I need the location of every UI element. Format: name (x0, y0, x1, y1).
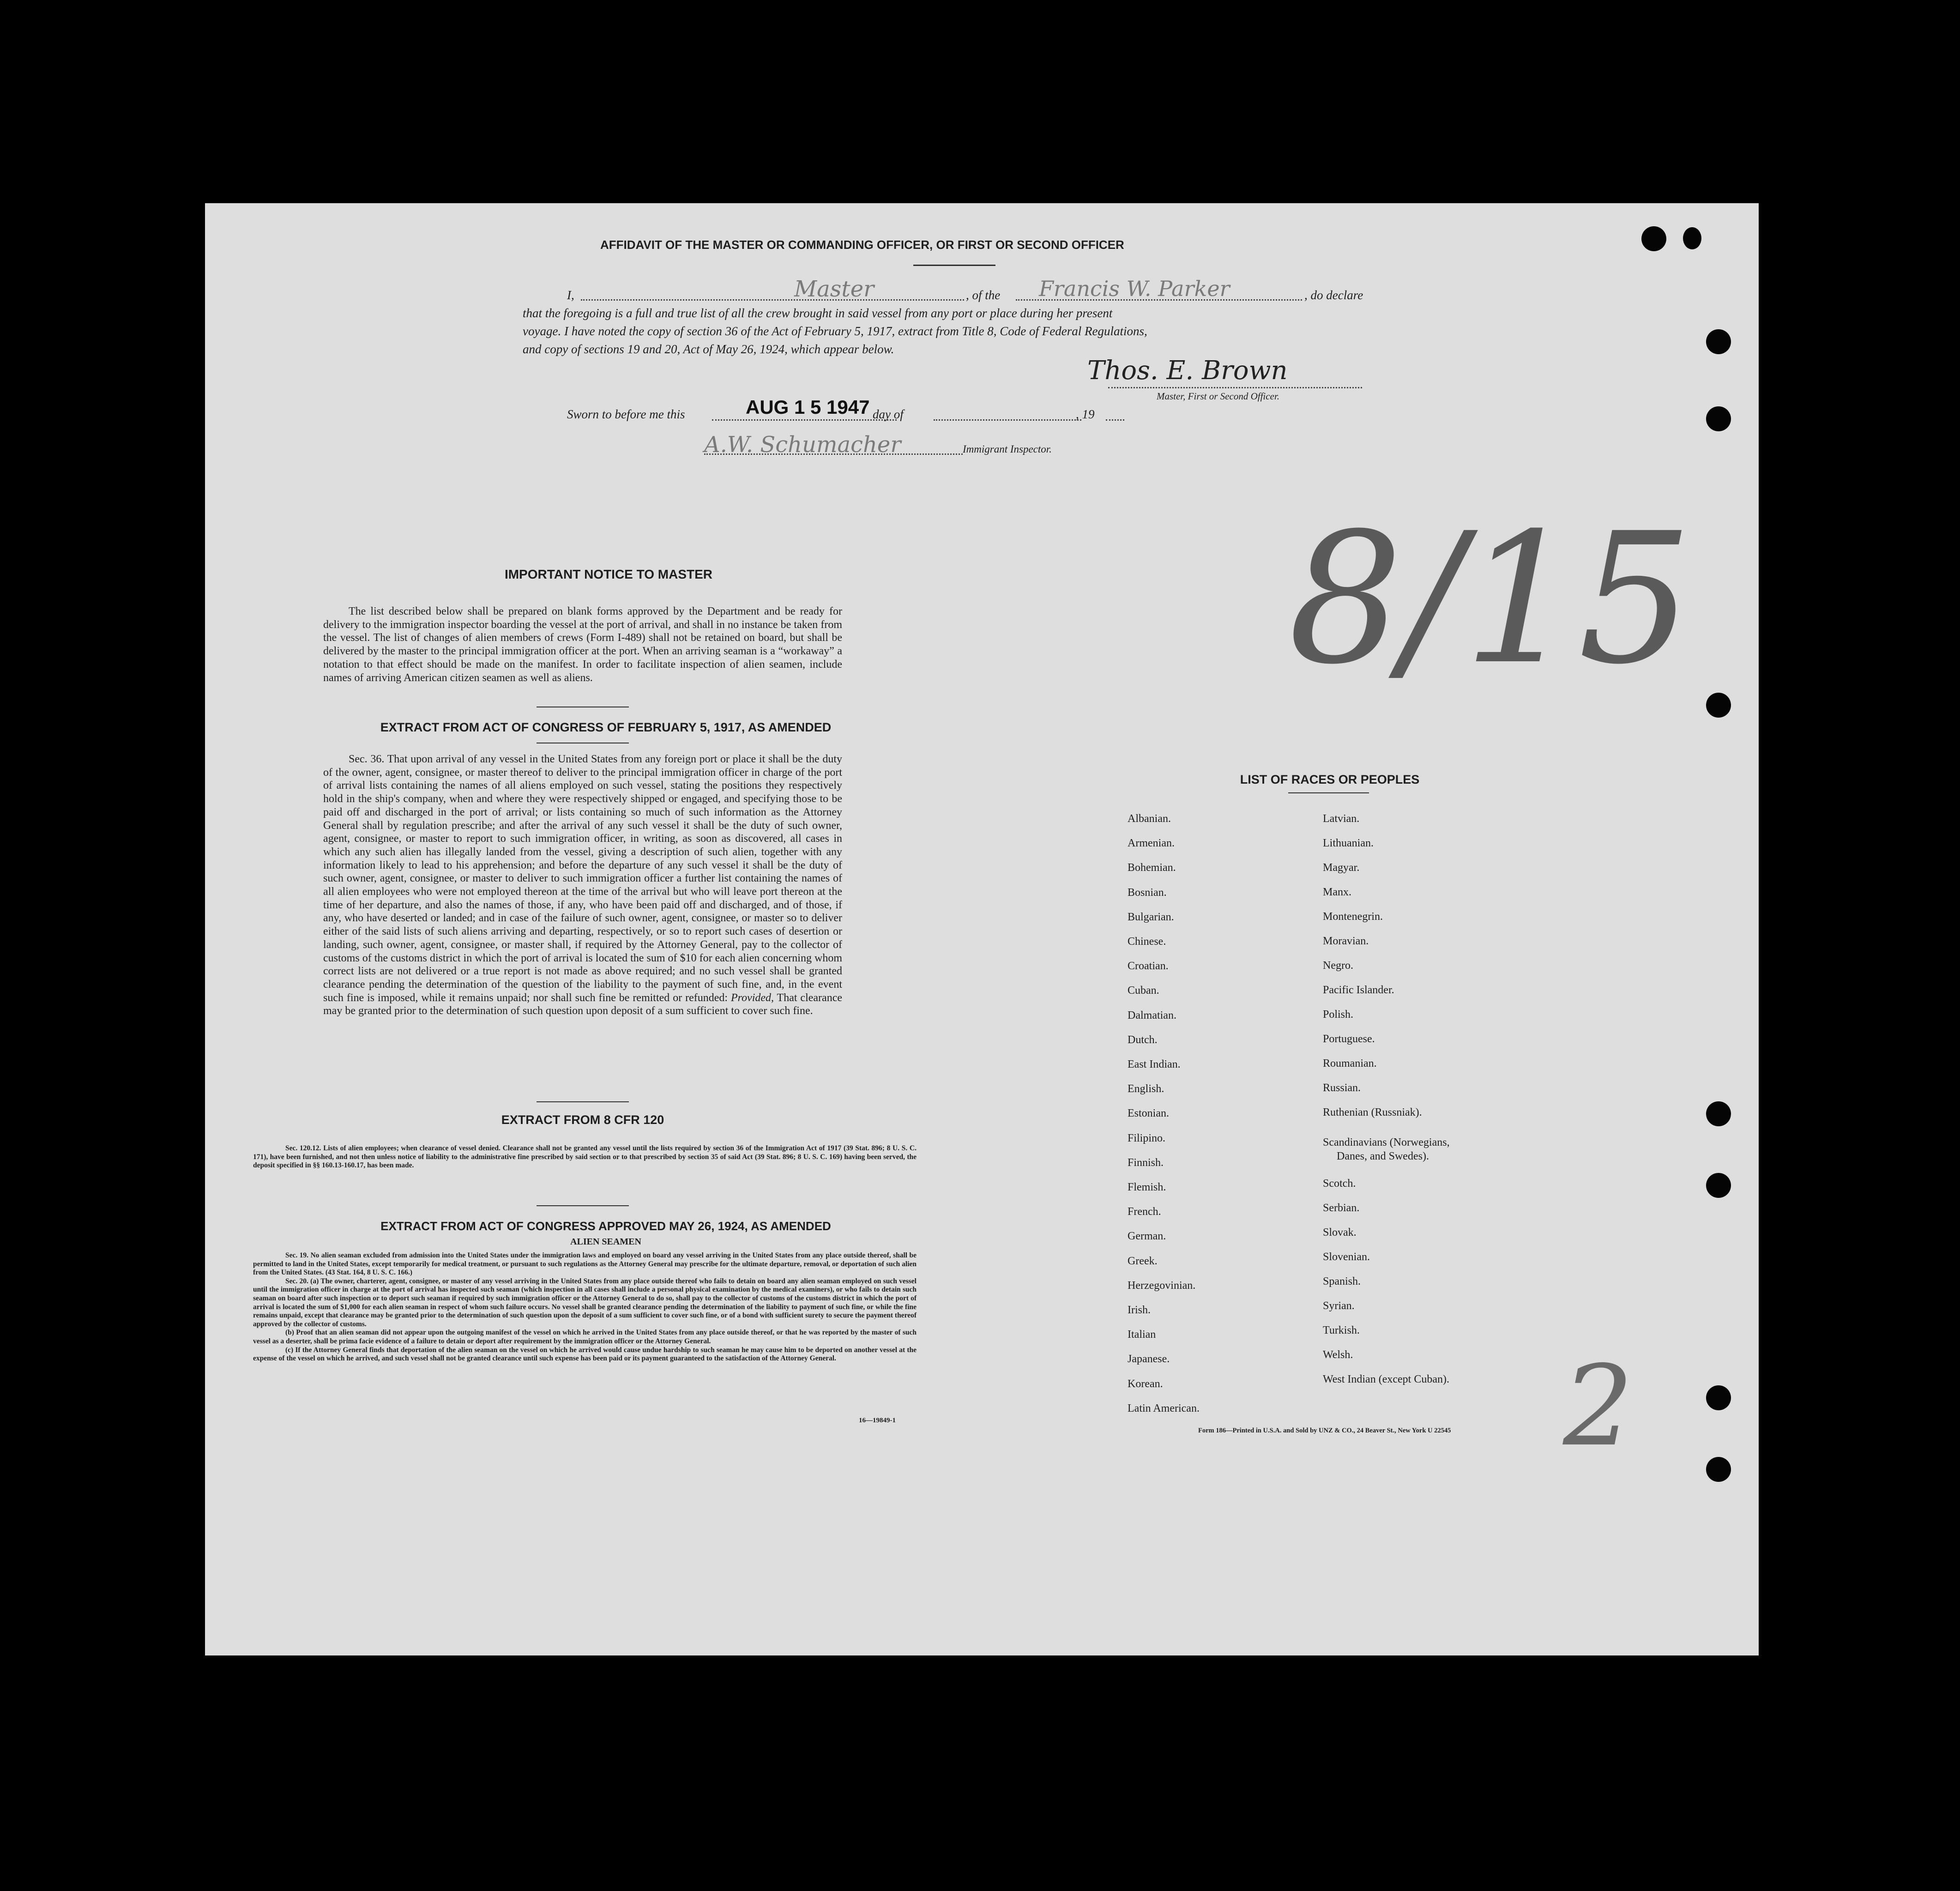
race-item: Chinese. (1128, 936, 1166, 948)
race-item: Russian. (1323, 1082, 1361, 1094)
race-item: Scandinavians (Norwegians, (1323, 1136, 1450, 1148)
extract-1924-body (253, 1251, 917, 1363)
form-code: 16—19849-1 (859, 1417, 896, 1424)
race-item: Turkish. (1323, 1324, 1360, 1336)
race-item: Estonian. (1128, 1107, 1169, 1120)
form-footer: Form 186—Printed in U.S.A. and Sold by UNZ & CO., 24 Beaver St., New York U 22545 (1198, 1427, 1451, 1434)
extract-cfr-text: Sec. 120.12. Lists of alien employees; when clearance of vessel denied. Clearance shall not be granted any vessel until the lists required by section 36 of the Immigration Act of 1917 (39 Stat. 896; 8 U. S. C. 171), have been furnished, and not then unless notice of liability to the administrative fine prescribed by said section or to that prescribed by section 35 of said Act (39 Stat. 896; 8 U. S. C. 169) having been served, the deposit specified in §§ 160.13-160.17, has been made. (253, 1144, 917, 1170)
race-item: Latin American. (1128, 1402, 1200, 1414)
race-item: Bosnian. (1128, 886, 1167, 899)
dotted-line (704, 453, 963, 455)
date-mark-handwriting: 8/15 (1288, 494, 1693, 704)
date-stamp: AUG 1 5 1947 (746, 396, 870, 418)
race-item: Greek. (1128, 1255, 1158, 1267)
race-item: Negro. (1323, 960, 1353, 972)
race-item: Scotch. (1323, 1178, 1356, 1190)
divider (537, 1205, 629, 1206)
race-item: Japanese. (1128, 1353, 1170, 1365)
race-item: Finnish. (1128, 1156, 1164, 1169)
race-item: Croatian. (1128, 960, 1169, 973)
extract-1917-text (323, 753, 842, 1018)
inspector-signature: A.W. Schumacher (704, 432, 901, 458)
section-body-end: That clearance may be granted prior to the determination of such question upon deposit of a sum sufficient to cover such fine. (323, 991, 842, 1017)
race-item: Slovenian. (1323, 1251, 1370, 1263)
extract-1917-title: EXTRACT FROM ACT OF CONGRESS OF FEBRUARY 5, 1917, AS AMENDED (380, 720, 832, 734)
extract-1924-subtitle: ALIEN SEAMEN (570, 1237, 641, 1247)
signature-caption: Master, First or Second Officer. (1157, 391, 1279, 402)
races-title: LIST OF RACES OR PEOPLES (1240, 773, 1420, 786)
race-item: Bulgarian. (1128, 911, 1174, 923)
race-item: Albanian. (1128, 813, 1171, 825)
punch-hole (1706, 1101, 1731, 1126)
race-item: Manx. (1323, 886, 1351, 898)
race-item: Serbian. (1323, 1202, 1360, 1214)
race-item: Ruthenian (Russniak). (1323, 1106, 1422, 1118)
inspector-caption: Immigrant Inspector. (963, 443, 1052, 455)
race-item: Moravian. (1323, 935, 1369, 947)
affidavit-do-declare: , do declare (1304, 288, 1363, 302)
race-item: Danes, and Swedes). (1337, 1150, 1429, 1162)
dotted-line (712, 419, 897, 421)
race-item: West Indian (except Cuban). (1323, 1373, 1449, 1385)
race-item: Bohemian. (1128, 862, 1176, 874)
race-item: Dalmatian. (1128, 1009, 1176, 1021)
punch-hole (1641, 226, 1666, 251)
race-item: Flemish. (1128, 1181, 1166, 1193)
race-item: East Indian. (1128, 1058, 1181, 1070)
race-item: Filipino. (1128, 1132, 1166, 1144)
section-19: Sec. 19. No alien seaman excluded from admission into the United States under the immigration laws and employed on board any vessel arriving in the United States from any place outside thereof, shall be permitted to land in the United States, except temporarily for medical treatment, or pursuant to such regulations as the Attorney General may prescribe for the ultimate departure, removal, or deportation of such alien from the United States. (43 Stat. 164, 8 U. S. C. 166.) (253, 1251, 917, 1277)
race-item: Portuguese. (1323, 1033, 1375, 1045)
punch-hole (1706, 329, 1731, 354)
year-label: , 19 (1076, 407, 1095, 421)
provided-term: Provided, (730, 991, 774, 1004)
divider (537, 1101, 629, 1102)
divider (1288, 792, 1369, 793)
race-item: Korean. (1128, 1377, 1163, 1390)
affidavit-line: voyage. I have noted the copy of section 36 of the Act of February 5, 1917, extract from Title 8, Code of Federal Regulations, (523, 324, 1147, 338)
dotted-line (581, 299, 964, 301)
extract-cfr-title: EXTRACT FROM 8 CFR 120 (501, 1113, 664, 1127)
race-item: Roumanian. (1323, 1057, 1377, 1069)
dotted-line (934, 419, 1081, 421)
section-20c: (c) If the Attorney General finds that deportation of the alien seaman on the vessel on which he arrived would cause undue hardship to such seaman he may cause him to be deported on another vessel at the expense of the vessel on which he arrived, and such vessel shall not be granted clearance until such expense has been paid or its payment guaranteed to the satisfaction of the Attorney General. (253, 1346, 917, 1363)
race-item: Lithuanian. (1323, 837, 1374, 849)
section-number: Sec. 36. (349, 753, 385, 765)
race-item: Syrian. (1323, 1300, 1355, 1312)
affidavit-of-the: , of the (966, 288, 1001, 302)
race-item: Pacific Islander. (1323, 984, 1394, 996)
race-item: Herzegovinian. (1128, 1279, 1196, 1292)
punch-hole (1706, 693, 1731, 718)
punch-hole (1706, 1385, 1731, 1410)
race-item: Montenegrin. (1323, 911, 1383, 923)
section-20a: Sec. 20. (a) The owner, charterer, agent, consignee, or master of any vessel arriving in the United States from any place outside thereof who fails to detain on board any alien seaman employed on such vessel until the immigration officer in charge at the port of arrival has inspected such seaman (which inspection in all cases shall include a personal physical examination by the medical examiners), or who fails to detain such seaman on board after such inspection or to deport such seaman if required by such immigration officer or the Attorney General to do so, shall pay to the collector of customs of the customs district in which the port of arrival is located the sum of $1,000 for each alien seaman in respect of whom such failure occurs. No vessel shall be granted clearance pending the determination of the liability to payment of such fine, or while the fine remains unpaid, except that clearance may be granted prior to the determination of such question upon the deposit of a sum sufficient to cover such fine, or of a bond with sufficient surety to secure the payment thereof approved by the collector of customs. (253, 1277, 917, 1328)
dotted-line (1106, 419, 1124, 421)
affidavit-line: and copy of sections 19 and 20, Act of May 26, 1924, which appear below. (523, 342, 894, 356)
page-number-handwriting: 2 (1563, 1341, 1634, 1471)
race-item: Armenian. (1128, 837, 1175, 850)
notice-title: IMPORTANT NOTICE TO MASTER (504, 567, 713, 581)
punch-hole (1706, 1457, 1731, 1482)
punch-hole (1706, 1173, 1731, 1198)
race-item: Spanish. (1323, 1275, 1361, 1287)
dotted-line (1108, 387, 1362, 388)
race-item: English. (1128, 1083, 1164, 1095)
punch-hole (1706, 406, 1731, 431)
race-item: French. (1128, 1206, 1161, 1218)
section-body: That upon arrival of any vessel in the United States from any foreign port or place it shall be the duty of the owner, agent, consignee, or master thereof to deliver to the principal immigration officer in charge of the port of arrival lists containing the names of all aliens employed on such vessel, stating the positions they respectively hold in the ship's company, when and where they were respectively shipped or engaged, and specifying those to be paid off and discharged in the port of arrival; or lists containing so much of such information as the Attorney General shall by regulation prescribe; and after the arrival of any such vessel it shall be the duty of such owner, agent, consignee, or master to report to such immigration officer, in writing, as soon as discovered, all cases in which any such alien has illegally landed from the vessel, giving a description of such alien, together with any information likely to lead to his apprehension; and before the departure of any such vessel it shall be the duty of such owner, agent, consignee, or master to deliver to such immigration officer a further list containing the names of all alien employees who were not employed thereon at the time of the arrival but who will leave port thereon at the time of her departure, and also the names of those, if any, who have been paid off and discharged, and of those, if any, who have deserted or landed; and in case of the failure of such owner, agent, consignee, or master so to deliver either of the said lists of such aliens arriving and departing, respectively, or so to report such cases of desertion or landing, such owner, agent, consignee, or master shall, if required by the Attorney General, pay to the collector of customs of the customs district in which the port of arrival is located the sum of $10 for each alien concerning whom correct lists are not delivered or a true report is not made as above required; and no such vessel shall be granted clearance pending the determination of the question of the liability to the payment of such fine, and, in the event such fine is imposed, while it remains unpaid; nor shall such fine be remitted or refunded: (323, 753, 842, 1004)
race-item: Magyar. (1323, 862, 1360, 874)
race-item: Slovak. (1323, 1226, 1357, 1239)
day-of-label: day of (873, 407, 904, 421)
master-signature: Thos. E. Brown (1087, 356, 1288, 386)
race-item: Welsh. (1323, 1349, 1353, 1361)
race-item: Polish. (1323, 1009, 1354, 1021)
race-item: German. (1128, 1230, 1166, 1243)
race-item: Irish. (1128, 1304, 1151, 1316)
race-item: Italian (1128, 1329, 1156, 1341)
divider (913, 265, 995, 266)
vessel-handwriting: Francis W. Parker (1039, 276, 1230, 301)
affidavit-line: that the foregoing is a full and true list of all the crew brought in said vessel from any port or place during her present (523, 306, 1113, 320)
affidavit-title: AFFIDAVIT OF THE MASTER OR COMMANDING OFFICER, OR FIRST OR SECOND OFFICER (600, 238, 1124, 252)
race-item: Dutch. (1128, 1033, 1158, 1046)
notice-text: The list described below shall be prepared on blank forms approved by the Department and be ready for delivery to the immigration inspector boarding the vessel at the port of arrival, and shall in no instance be taken from the vessel. The list of changes of alien members of crews (Form I-489) shall not be retained on board, but shall be delivered by the master to the principal immigration officer at the port. When an arriving seaman is a “workaway” a notation to that effect should be made on the manifest. In order to facilitate inspection of alien seamen, include names of arriving American citizen seamen as well as aliens. (323, 605, 842, 684)
race-item: Cuban. (1128, 985, 1159, 997)
sworn-label: Sworn to before me this (567, 407, 685, 421)
affidavit-i: I, (567, 288, 574, 302)
punch-hole (1683, 227, 1701, 249)
extract-1924-title: EXTRACT FROM ACT OF CONGRESS APPROVED MAY 26, 1924, AS AMENDED (380, 1219, 831, 1233)
race-item: Latvian. (1323, 813, 1360, 825)
master-handwriting: Master (794, 276, 874, 302)
section-20b: (b) Proof that an alien seaman did not appear upon the outgoing manifest of the vessel on which he arrived in the United States from any place outside thereof, or that he was reported by the master of such vessel as a deserter, shall be prima facie evidence of a failure to detain or deport after requirement by the immigration officer or the Attorney General. (253, 1329, 917, 1345)
